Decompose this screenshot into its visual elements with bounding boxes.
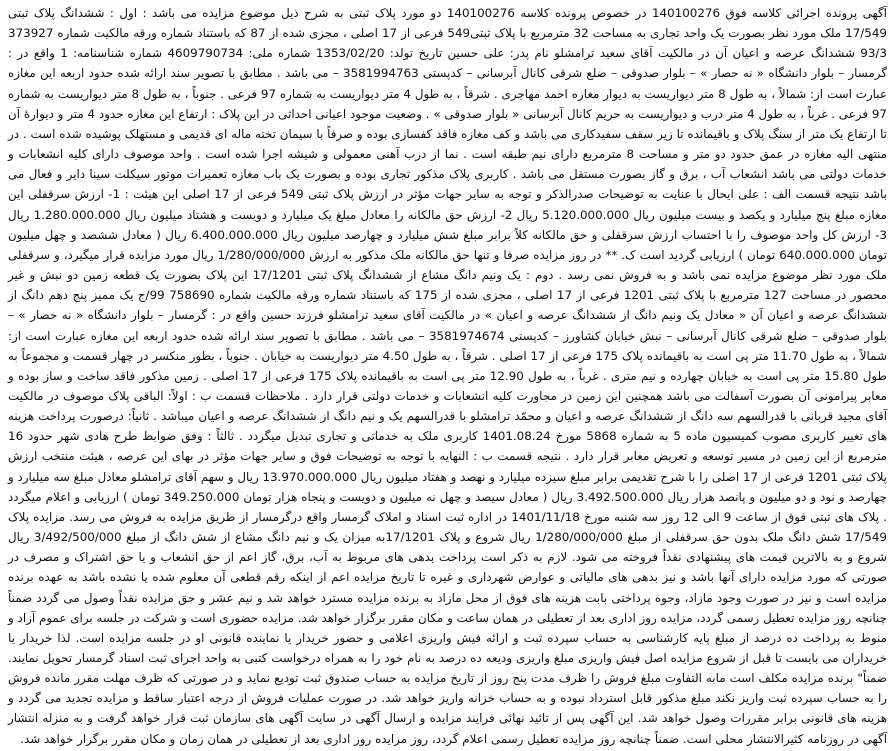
auction-notice-text: آگهی پرونده اجرائی کلاسه فوق 140100276 در خصوص پرونده کلاسه 140100276 دو مورد پلاک ثبتی به شرح ذیل موضوع مزایده می باشد : اول : ششدانگ پلاک ثبتی 17/549 ملک مورد نظر بصورت یک واحد تجاری به مساحت 32 مترمربع با پلاک ثبتی549 فرعی از 17 اصلی ، مجزی شده از 87 که باستناد شماره ورقه مالکیت شماره 373927 93/3 ششدانگ عرصه و اعیان آن در مالکیت آقای سعید ترامشلو نام پدر: علی حسین تاریخ تولد: 1353/02/20 شماره ملی: 4609790734 شماره شناسنامه: 1 واقع در : گرمسار – بلوار دانشگاه « نه حصار » – بلوار صدوقی – ضلع شرقی کانال آبرسانی – کدپستی 3581994763 – می باشد . مطابق با تصویر سند ارائه شده حدود اربعه این مغازه عبارت است از: شمالاً ، به طول 8 متر دیواریست به دیوار مغازه احمد مهاجری . شرقاً ، به طول 4 متر دیواریست به شماره 97 فرعی . جنوباً ، به طول 8 متر دیواریست به شماره 97 فرعی . غرباً ، به طول 4 متر درب و دیواریست به حریم کانال آبرسانی « بلوار صدوقی » . وضعیت موجود اعیانی احداثی در این پلاک : ارتفاع این مغازه حدود 4 متر و دیوارۀ آن تا ارتفاع یک متر از سنگ پلاک و باقیمانده تا زیر سقف سفیدکاری می باشد و کف مغازه فاقد کفسازی بوده و صرفاً با سیمان تخته ماله ای قدیمی و مستهلک پوشیده شده است . در منتهی الیه مغازه در عمق حدود دو متر و مساحت 8 مترمربع دارای نیم طبقه است . نما از درب آهنی معمولی و شیشه اجرا شده است . واحد موصوف دارای کلیه انشعابات و خدمات دولتی می باشد انشعاب آب ، برق و گاز بصورت مستقل می باشد . کاربری پلاک مذکور تجاری بوده و بصورت یک باب مغازه تعمیرات موتور سیکلت سینا دایر و فعال می باشد نتیجه قسمت الف : علی ایحال با عنایت به توضیحات صدرالذکر و توجه به سایر جهات مؤثر در ارزش پلاک ثبتی 549 فرعی از 17 اصلی این هیئت : 1- ارزش سرقفلی این مغازه مبلغ پنج میلیارد و یکصد و بیست میلیون ریال 5.120.000.000 ریال 2- ارزش حق مالکانه را معادل مبلغ یک میلیارد و دویست و هشتاد میلیون ریال 1.280.000.000 ریال 3- ارزش کل واحد موصوف را با احتساب ارزش سرقفلی و حق مالکانه کلاً برابر مبلغ شش میلیارد و چهارصد میلیون ریال 6.400.000.000 ریال ( معادل ششصد و چهل میلیون تومان 640.000.000 تومان ) ارزیابی گردید است ک. ** در روز مزایده صرفا و تنها حق مالکانه ملک مذکور به ارزش 1/280/000/000 ریال مورد مزایده قرار میگیرد، و سرقفلی ملک مورد نظر موضوع مزایده نمی باشد و به فروش نمی رسد . دوم : یک ونیم دانگ مشاع از ششدانگ پلاک ثبتی 17/1201 این پلاک بصورت یک قطعه زمین دو نبش و غیر محصور در مساحت 127 مترمربع با پلاک ثبتی 1201 فرعی از 17 اصلی ، مجزی شده از 175 که باستناد شماره ورقه مالکیت شماره 758690 99/ج یک ممیز پنج دهم دانگ از ششدانگ عرصه و اعیان آن « معادل یک ونیم دانگ از ششدانگ عرصه و اعیان » در مالکیت آقای سعید ترامشلو فرزند حسین واقع در : گرمسار – بلوار دانشگاه « نه حصار » – بلوار صدوقی – ضلع شرقی کانال آبرسانی – نبش خیابان کشاورز – کدپستی 3581974674 – می باشد . مطابق با تصویر سند ارائه شده حدود اربعه این مغازه عبارت است از: شمالاً ، به طول 11.70 متر پی است به باقیمانده پلاک 175 فرعی از 17 اصلی . شرقاً ، به طول 4.50 متر دیواریست به خیابان . جنوباً ، بطور منکسر در چهار قسمت و مجموعاً به طول 15.80 متر پی است به خیابان چهارده و نیم متری . غرباً ، به طول 12.90 متر پی است به باقیمانده پلاک 175 فرعی از 17 اصلی . زمین مذکور فاقد ساخت و ساز بوده و معابر پیرامونی آن بصورت آسفالت می باشد همچنین این زمین در مجاورت کلیه انشعابات و خدمات دولتی قرار دارد . ملاحظات قسمت ب : اولاً: الباقی پلاک موصوف در مالکیت آقای مجید قربانی با قدرالسهم سه دانگ از ششدانگ عرصه و اعیان و محمّد ترامشلو با قدرالسهم یک و نیم دانگ از ششدانگ عرصه و اعیان میباشد . ثانیاً: درصورت پرداخت هزینه های تغییر کاربری مصوب کمیسیون ماده 5 به شماره 5868 مورخ 1401.08.24 کاربری ملک به خدماتی و تجاری تبدیل میگردد . ثالثاً : وفق ضوابط طرح هادی شهر حدود 16 مترمربع از این زمین در مسیر توسعه و تعریض معابر قرار دارد . نتیجه قسمت ب : النهایه با توجه به توضیحات فوق و سایر جهات مؤثر در بهای این عرصه ، هیئت منتخب ارزش پلاک ثبتی 1201 فرعی از 17 اصلی را با شرح تقدیمی برابر مبلغ سیزده میلیارد و نهصد و هفتاد میلیون ریال 13.970.000.000 ریال و سهم آقای ترامشلو معادل مبلغ سه میلیارد و چهارصد و نود و دو میلیون و پانصد هزار ریال 3.492.500.000 ریال ( معادل سیصد و چهل نه میلیون و دویست و پنجاه هزار تومان 349.250.000 تومان ) ارزیابی و اعلام میگردد . پلاک های ثبتی فوق از ساعت 9 الی 12 روز سه شنبه مورخ 1401/11/18 در اداره ثبت اسناد و املاک گرمسار واقع درگرمسار از طریق مزایده به فروش می رسد. مزایده پلاک 17/549 شش دانگ ملک بدون حق سرقفلی از مبلغ 1/280/000/000 ریال شروع و پلاک 17/1201به میزان یک و نیم دانگ مشاع از شش دانگ از مبلغ 3/492/500/000 ریال شروع و به بالاترین قیمت های پیشنهادی نقداً فروخته می شود. لازم به ذکر است پرداخت بدهی های مربوط به آب، برق، گاز اعم از حق انشعاب و یا حق اشتراک و مصرف در صورتی که مورد مزایده دارای آنها باشد و نیز بدهی های مالیاتی و عوارض شهرداری و غیره تا تاریخ مزایده اعم از اینکه رقم قطعی آن معلوم شده یا نشده باشد به عهده برنده مزایده است و نیز در صورت وجود مازاد، وجوه پرداختی بابت هزینه های فوق از محل مازاد به برنده مزایده مسترد خواهد شد و نیم عشر و حق مزایده نقداً وصول می گردد ضمناً چنانچه روز مزایده تعطیل رسمی گردد، مزایده روز اداری بعد از تعطیلی در همان ساعت و مکان مقرر برگزار خواهد شد. مزایده حضوری است و شرکت در جلسه برای عموم آزاد و منوط به پرداخت ده درصد از مبلغ پایه کارشناسی به حساب سپرده ثبت و ارائه فیش واریزی اعلامی و حضور خریدار یا نماینده قانونی او در جلسه مزایده است. لذا خریدار یا خریداران می بایست تا قبل از شروع مزایده اصل فیش واریزی مبلغ واریزی ودیعه ده درصد به نام خود را به همراه درخواست کتبی به واحد اجرای ثبت اسناد گرمسار تحویل نمایند. ضمناً" برنده مزایده مکلف است مابه التفاوت مبلغ فروش را ظرف مدت پنج روز از تاریخ مزایده به حساب صندوق ثبت تودیع نماید و در صورتی که ظرف مهلت مقرر مانده فروش را به حساب سپرده ثبت واریز نکند مبلغ مذکور قابل استرداد نبوده و به حساب خزانه واریز خواهد شد. در صورت عملیات فروش از درجه اعتبار ساقط و مزایده تجدید می گردد و هزینه های قانونی برابر مقررات وصول خواهد شد. این آگهی پس از تائید نهائی فرایند مزایده و ارسال آگهی در سایت آگهی های سازمان ثبت قرار خواهد گرفت و به منزله انتشار آگهی در روزنامه کثیرالانتشار محلی است. ضمناً چنانچه روز مزایده تعطیل رسمی اعلام گردد، روز مزایده روز اداری بعد از تعطیلی در همان زمان و مکان مقرر برگزار خواهد شد. bbox=[8, 6, 888, 746]
